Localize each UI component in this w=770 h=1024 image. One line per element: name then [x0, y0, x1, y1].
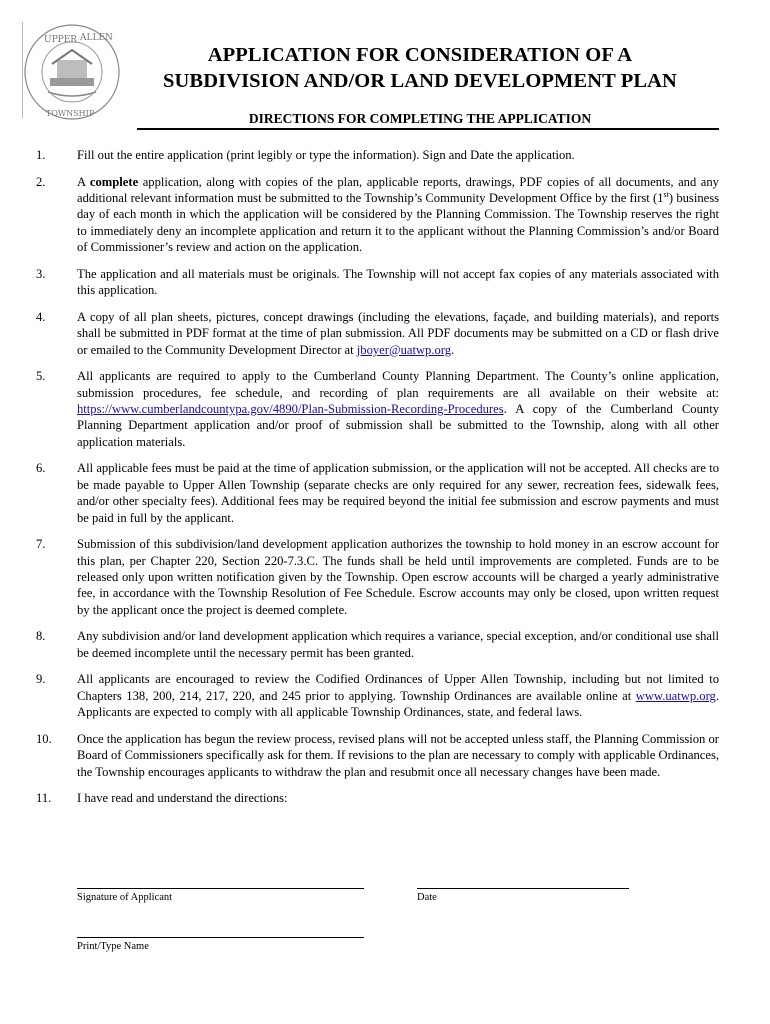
print-name-field[interactable] [77, 937, 364, 938]
title-line-2: SUBDIVISION AND/OR LAND DEVELOPMENT PLAN [163, 70, 677, 92]
svg-text:UPPER: UPPER [44, 35, 78, 45]
direction-item-2: 2. A complete application, along with copies of the plan, applicable reports, drawings, PDF copies of all documents, and any additional relevant information must be submitted to the Township’s Community Development Office by the first (1st) business day of each month in which the application will be considered by the Planning Commission. The Township reserves the right to immediately deny an incomplete application and return it to the applicant without the Planning Commission’s and/or Board of Commissioner’s review and action on the application. [36, 174, 720, 255]
date-field[interactable] [417, 888, 629, 889]
title-line-1: APPLICATION FOR CONSIDERATION OF A [207, 44, 633, 66]
township-seal-logo [22, 22, 122, 122]
direction-item-11: 11. I have read and understand the directions: [36, 791, 288, 806]
directions-heading: DIRECTIONS FOR COMPLETING THE APPLICATION [248, 111, 592, 126]
direction-item-3: 3. The application and all materials must be originals. The Township will not accept fax copies of any materials associated with this application. [36, 266, 719, 298]
svg-text:TOWNSHIP: TOWNSHIP [46, 109, 95, 118]
direction-item-9: 9. All applicants are encouraged to review the Codified Ordinances of Upper Allen Township, including but not limited to Chapters 138, 200, 214, 217, 220, and 245 prior to applying. Township Ordinances are available online at www.uatwp.org. Applicants are expected to comply with all applicable Township Ordinances, state, and federal laws. [36, 672, 719, 720]
direction-item-8: 8. Any subdivision and/or land development application which requires a variance, special exception, and/or conditional use shall be deemed incomplete until the necessary permit has been granted. [36, 629, 719, 660]
direction-item-10: 10. Once the application has begun the review process, revised plans will not be accepted unless staff, the Planning Commission or Board of Commissioners specifically ask for them. If revisions to the plan are necessary to comply with applicable Ordinances, the Township encourages applicants to withdraw the plan and resubmit once all necessary changes have been made. [36, 731, 719, 779]
svg-text:ALLEN: ALLEN [80, 33, 113, 43]
county-website-link[interactable]: https://www.cumberlandcountypa.gov/4890/Plan-Submission-Recording-Procedures [77, 402, 504, 417]
applicant-signature-field[interactable] [77, 888, 364, 889]
date-label: Date [417, 892, 437, 903]
directions-list [36, 147, 719, 817]
applicant-signature-label: Signature of Applicant [77, 892, 173, 903]
document-title [130, 42, 710, 94]
direction-item-7: 7. Submission of this subdivision/land development application authorizes the township to hold money in an escrow account for this plan, per Chapter 220, Section 220-7.3.C. The funds shall be held until improvements are completed. Funds are to be released only upon written notification given by the Township. Open escrow accounts will be charged a yearly administrative fee, in accordance with the Township Resolution of Fee Schedule. Escrow accounts may only be closed, upon written request by the applicant once the project is deemed complete. [36, 537, 719, 617]
direction-item-5: 5. All applicants are required to apply to the Cumberland County Planning Department. The County’s online application, submission procedures, fee schedule, and recording of plan requirements are all available on their website at: https://www.cumberlandcountypa.gov/4890/Plan-Submission-Recording-Procedures. A copy of the Cumberland County Planning Department application and/or proof of submission shall be submitted to the Township, along with all other application materials. [36, 369, 719, 449]
direction-item-6: 6. All applicable fees must be paid at the time of application submission, or the application will not be accepted. All checks are to be made payable to Upper Allen Township (separate checks are only required for any sewer, recreation fees, sidewalk fees, and/or other specialty fees). Additional fees may be required beyond the initial fee submission and escrow payments and must be paid in full by the applicant. [36, 461, 719, 525]
director-email-link[interactable]: jboyer@uatwp.org [356, 342, 452, 357]
print-name-label: Print/Type Name [77, 941, 149, 952]
township-website-link[interactable]: www.uatwp.org [635, 688, 716, 703]
direction-item-4: 4. A copy of all plan sheets, pictures, concept drawings (including the elevations, façade, and building materials), and reports shall be submitted in PDF format at the time of plan submission. All PDF documents may be submitted on a CD or flash drive or emailed to the Community Development Director at jboyer@uatwp.org. [36, 309, 719, 357]
direction-item-1: 1. Fill out the entire application (print legibly or type the information). Sign and Date the application. [36, 148, 575, 162]
heading-rule [137, 128, 719, 130]
